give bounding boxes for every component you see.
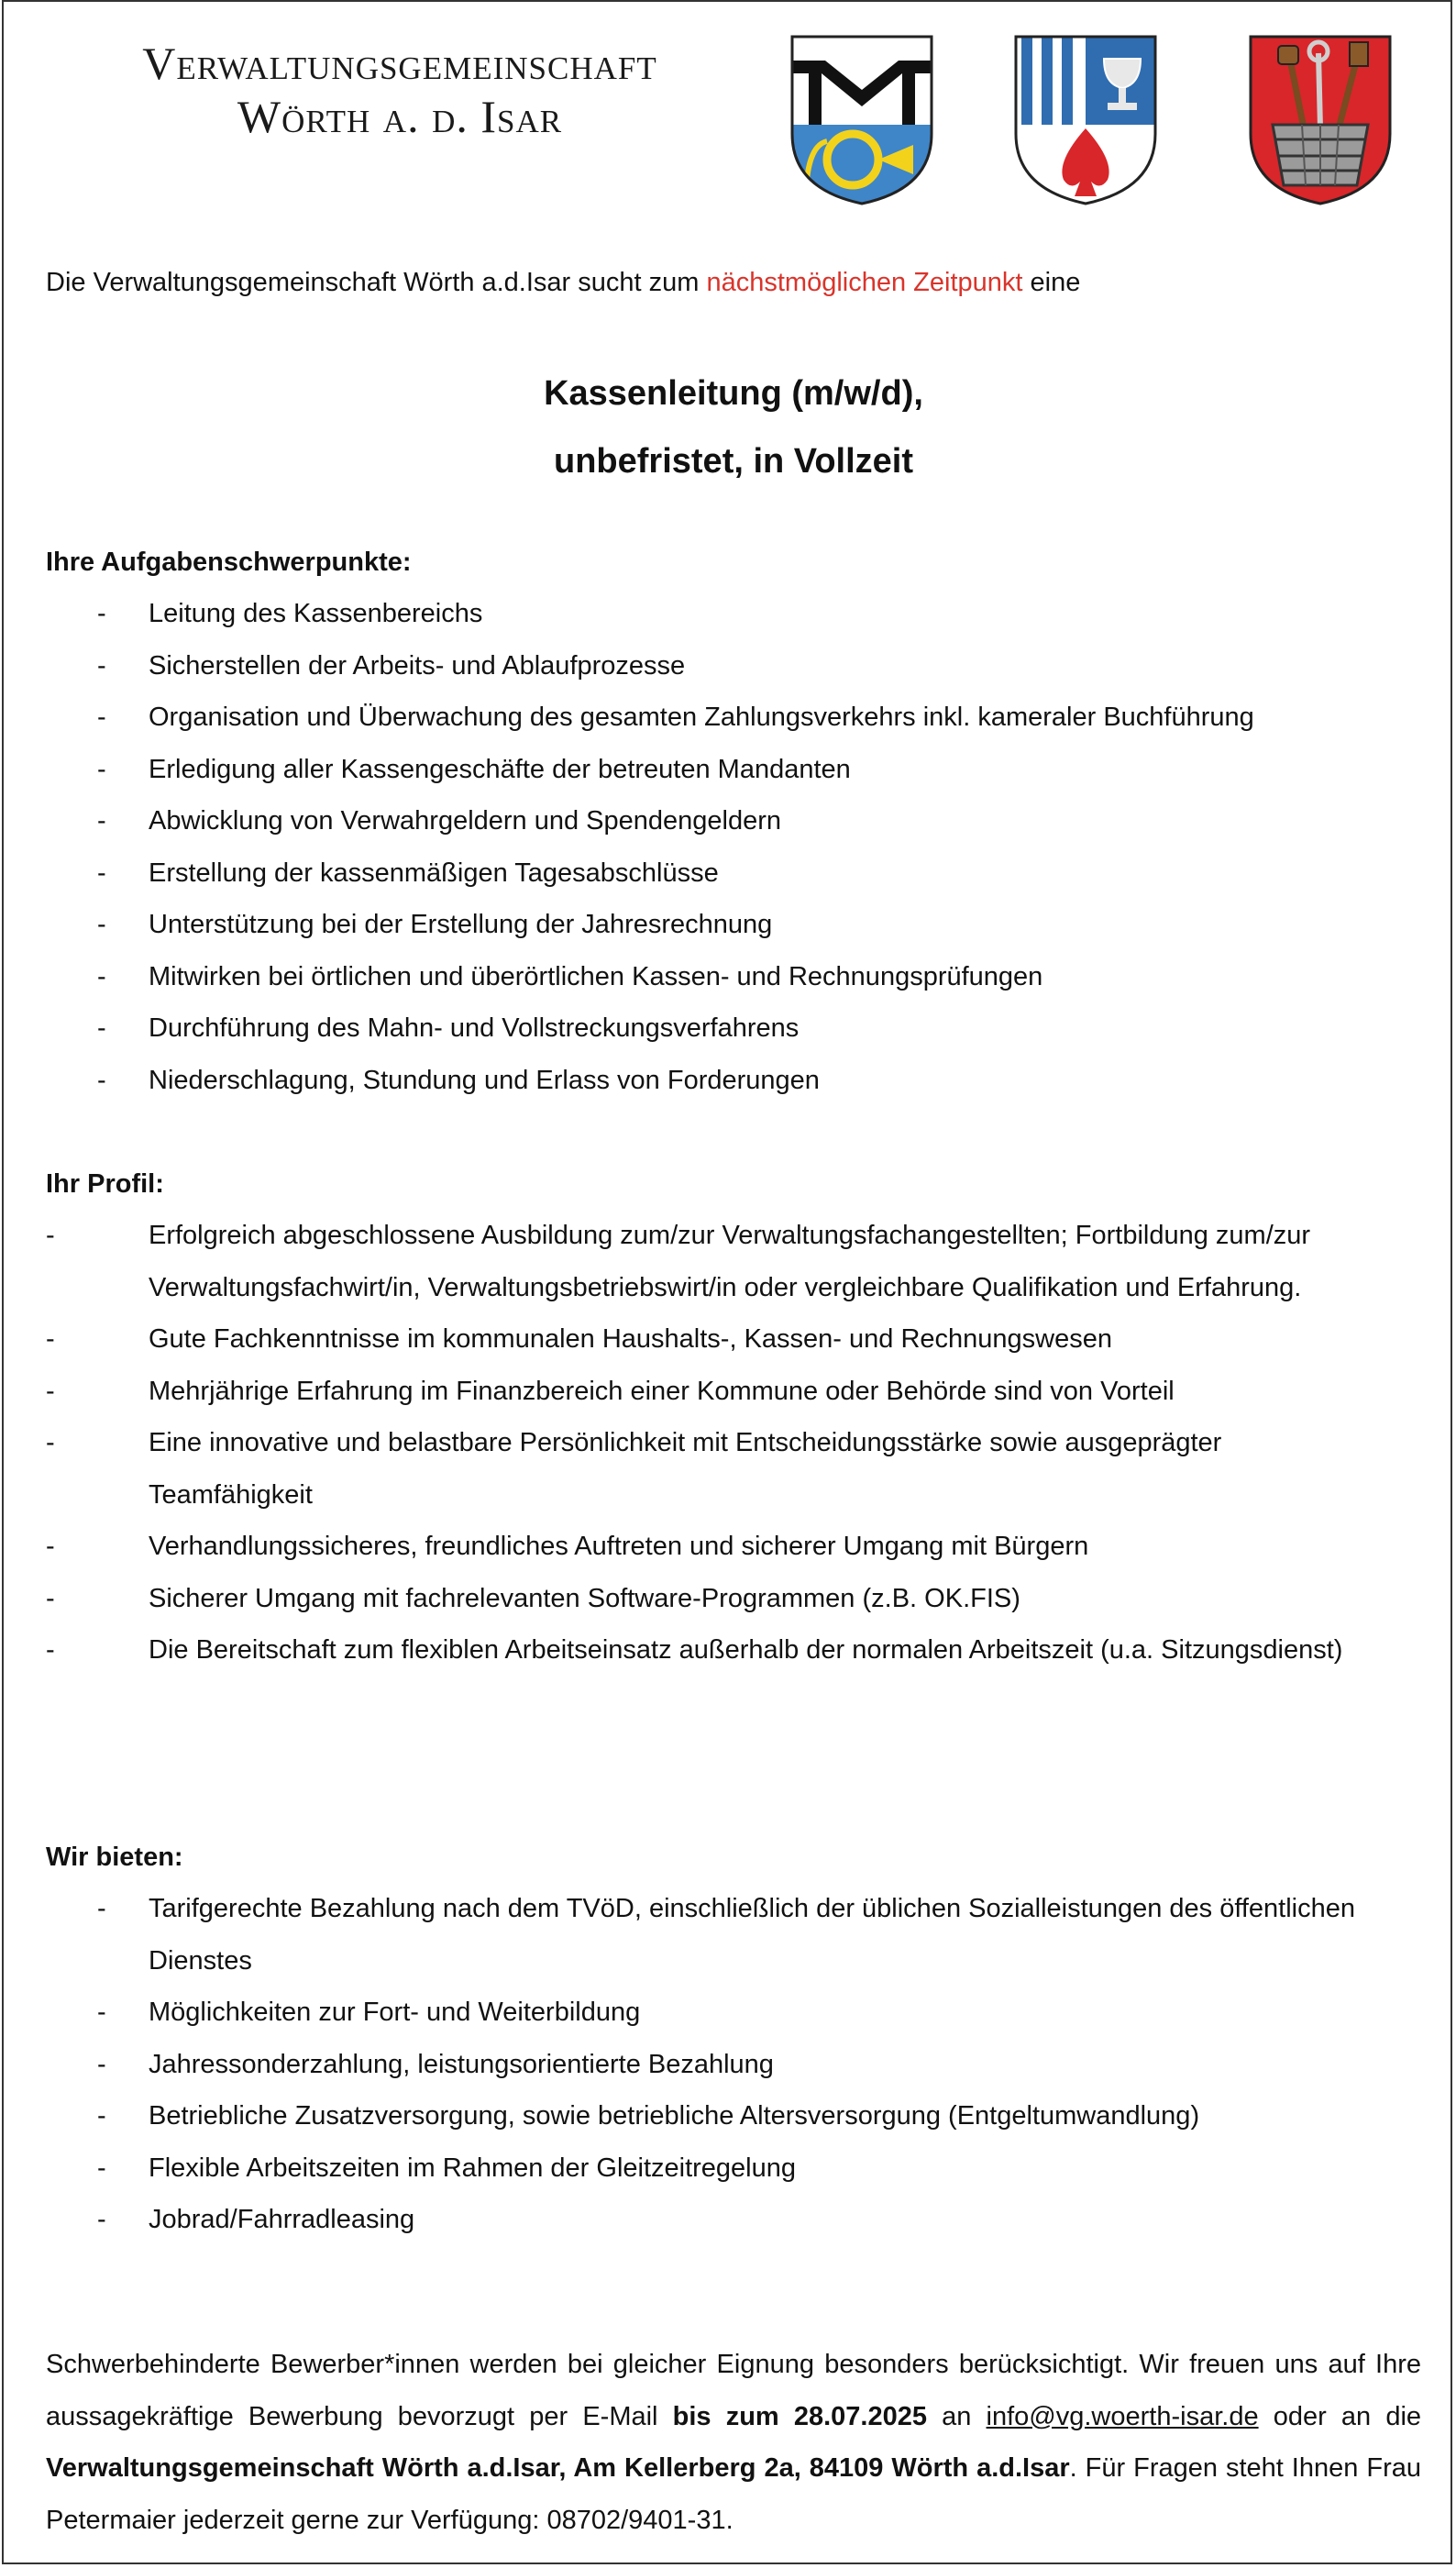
organization-name-line1: Verwaltungsgemeinschaft bbox=[142, 38, 657, 89]
job-title-line2: unbefristet, in Vollzeit bbox=[554, 442, 913, 481]
intro-start-date: nächstmöglichen Zeitpunkt bbox=[706, 268, 1023, 297]
crest-posthorn-icon bbox=[789, 33, 935, 207]
job-posting-page bbox=[2, 0, 1452, 2564]
closing-paragraph bbox=[46, 2339, 1421, 2546]
application-deadline: bis zum 28.07.2025 bbox=[672, 2401, 927, 2431]
profile-list bbox=[46, 1210, 1366, 1677]
closing-text: oder an die bbox=[1258, 2401, 1422, 2431]
list-item: - Organisation und Überwachung des gesamten Zahlungsverkehrs inkl. kameraler Buchführung bbox=[46, 692, 1421, 744]
job-title-line1: Kassenleitung (m/w/d), bbox=[544, 374, 923, 413]
list-item: - Die Bereitschaft zum flexiblen Arbeitseinsatz außerhalb der normalen Arbeitszeit (u.a. Sitzungsdienst) bbox=[46, 1624, 1366, 1677]
list-item: - Möglichkeiten zur Fort- und Weiterbildung bbox=[46, 1987, 1421, 2039]
tasks-list bbox=[46, 588, 1421, 1106]
list-item: - Leitung des Kassenbereichs bbox=[46, 588, 1421, 640]
closing-contact: . Für Fragen steht Ihnen Frau Petermaier jederzeit gerne zur Verfügung: 08702/9401-31. bbox=[46, 2453, 1421, 2535]
crest-tub-icon bbox=[1247, 33, 1394, 207]
job-title bbox=[46, 360, 1421, 495]
closing-text: Schwerbehinderte Bewerber*innen werden bei gleicher Eignung besonders berücksichtigt. Wir freuen uns auf Ihre aussagekräftige Bewerbung bevorzugt per E-Mail bbox=[46, 2350, 1421, 2431]
intro-sentence bbox=[46, 257, 1080, 309]
list-item: - Erledigung aller Kassengeschäfte der betreuten Mandanten bbox=[46, 744, 1421, 796]
list-item: - Niederschlagung, Stundung und Erlass von Forderungen bbox=[46, 1055, 1421, 1107]
list-item: - Erstellung der kassenmäßigen Tagesabschlüsse bbox=[46, 847, 1421, 900]
list-item: - Durchführung des Mahn- und Vollstreckungsverfahrens bbox=[46, 1002, 1421, 1055]
offer-heading: Wir bieten: bbox=[46, 1843, 183, 1872]
tasks-heading: Ihre Aufgabenschwerpunkte: bbox=[46, 548, 412, 577]
email-link[interactable]: info@vg.woerth-isar.de bbox=[986, 2401, 1259, 2431]
list-item: - Erfolgreich abgeschlossene Ausbildung zum/zur Verwaltungsfachangestellten; Fortbildung zum/zur Verwaltungsfachwirt/in, Verwaltungsbetriebswirt/in oder vergleichbare Qualifikation und Erfahrung. bbox=[46, 1210, 1366, 1313]
list-item: - Sicherer Umgang mit fachrelevanten Software-Programmen (z.B. OK.FIS) bbox=[46, 1573, 1366, 1625]
list-item: - Unterstützung bei der Erstellung der Jahresrechnung bbox=[46, 899, 1421, 951]
list-item: - Betriebliche Zusatzversorgung, sowie betriebliche Altersversorgung (Entgeltumwandlung) bbox=[46, 2090, 1421, 2142]
list-item: - Jobrad/Fahrradleasing bbox=[46, 2194, 1421, 2246]
organization-name bbox=[61, 37, 739, 143]
list-item: - Verhandlungssicheres, freundliches Auftreten und sicherer Umgang mit Bürgern bbox=[46, 1521, 1366, 1573]
list-item: - Gute Fachkenntnisse im kommunalen Haushalts-, Kassen- und Rechnungswesen bbox=[46, 1313, 1366, 1366]
list-item: - Flexible Arbeitszeiten im Rahmen der Gleitzeitregelung bbox=[46, 2142, 1421, 2195]
list-item: - Mehrjährige Erfahrung im Finanzbereich einer Kommune oder Behörde sind von Vorteil bbox=[46, 1366, 1366, 1418]
list-item: - Mitwirken bei örtlichen und überörtlichen Kassen- und Rechnungsprüfungen bbox=[46, 951, 1421, 1003]
list-item: - Sicherstellen der Arbeits- und Ablaufprozesse bbox=[46, 640, 1421, 692]
list-item: - Tarifgerechte Bezahlung nach dem TVöD, einschließlich der üblichen Sozialleistungen des öffentlichen Dienstes bbox=[46, 1883, 1421, 1987]
organization-name-line2: Wörth a. d. Isar bbox=[237, 91, 563, 142]
postal-address: Verwaltungsgemeinschaft Wörth a.d.Isar, Am Kellerberg 2a, 84109 Wörth a.d.Isar bbox=[46, 2453, 1070, 2483]
closing-text: an bbox=[926, 2401, 987, 2431]
intro-suffix: eine bbox=[1022, 268, 1081, 297]
crest-chalice-icon bbox=[1012, 33, 1159, 207]
offer-list bbox=[46, 1883, 1421, 2246]
profile-heading: Ihr Profil: bbox=[46, 1169, 164, 1199]
list-item: - Eine innovative und belastbare Persönlichkeit mit Entscheidungsstärke sowie ausgeprägter Teamfähigkeit bbox=[46, 1417, 1366, 1521]
list-item: - Abwicklung von Verwahrgeldern und Spendengeldern bbox=[46, 795, 1421, 847]
list-item: - Jahressonderzahlung, leistungsorientierte Bezahlung bbox=[46, 2039, 1421, 2091]
intro-prefix: Die Verwaltungsgemeinschaft Wörth a.d.Isar sucht zum bbox=[46, 268, 707, 297]
